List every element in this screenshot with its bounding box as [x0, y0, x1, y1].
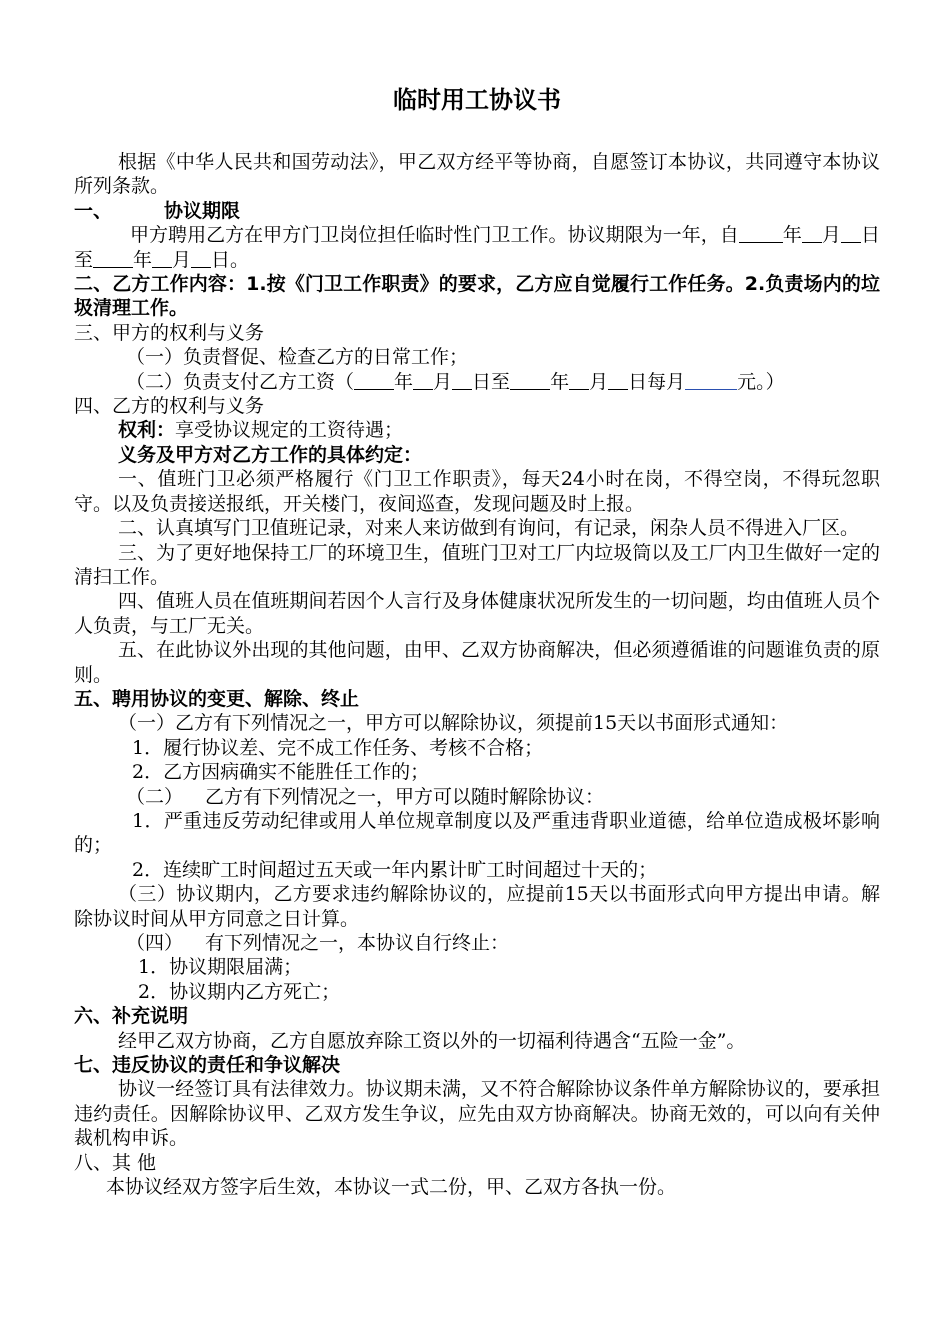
duty-1: 一、值班门卫必须严格履行《门卫工作职责》，每天24小时在岗，不得空岗，不得玩忽职守。以及负责接送报纸，开关楼门，夜间巡查，发现问题及时上报。	[74, 468, 880, 515]
blank-wage-start-day[interactable]	[452, 371, 472, 390]
intro-paragraph: 根据《中华人民共和国劳动法》，甲乙双方经平等协商，自愿签订本协议，共同遵守本协议所列条款。	[74, 151, 880, 198]
blank-end-month[interactable]	[152, 249, 172, 268]
blank-wage-end-day[interactable]	[608, 371, 628, 390]
blank-end-day[interactable]	[191, 249, 211, 268]
document-body	[74, 150, 880, 1199]
section-5-clause-a-item-1: 1．履行协议差、完不成工作任务、考核不合格；	[132, 736, 544, 759]
blank-wage-start-month[interactable]	[413, 371, 433, 390]
section-5-clause-d: （四） 有下列情况之一，本协议自行终止：	[126, 932, 510, 954]
section-1-heading: 一、 协议期限	[74, 199, 241, 222]
duty-5: 五、在此协议外出现的其他问题，由甲、乙双方协商解决，但必须遵循谁的问题谁负责的原则。	[74, 639, 880, 686]
section-5-clause-b-item-1: 1．严重违反劳动纪律或用人单位规章制度以及严重违背职业道德，给单位造成极坏影响的；	[74, 809, 880, 857]
section-4-duties-heading: 义务及甲方对乙方工作的具体约定：	[118, 443, 423, 466]
section-7-paragraph: 协议一经签订具有法律效力。协议期未满，又不符合解除协议条件单方解除协议的，要承担违约责任。因解除协议甲、乙双方发生争议，应先由双方协商解决。协商无效的，可以向有关仲裁机构申诉。	[74, 1078, 880, 1150]
blank-start-year[interactable]	[739, 224, 783, 243]
duty-2: 二、认真填写门卫值班记录，对来人来访做到有询问，有记录，闲杂人员不得进入厂区。	[118, 517, 860, 540]
section-4-heading: 四、乙方的权利与义务	[74, 395, 265, 418]
blank-wage-end-month[interactable]	[569, 371, 589, 390]
section-2-paragraph: 二、乙方工作内容：1.按《门卫工作职责》的要求，乙方应自觉履行工作任务。2.负责场内的垃圾清理工作。	[74, 273, 880, 320]
section-6-heading: 六、补充说明	[74, 1005, 189, 1028]
blank-monthly-wage[interactable]	[685, 371, 737, 390]
blank-start-day[interactable]	[841, 224, 861, 243]
section-5-clause-d-item-1: 1．协议期限届满；	[138, 956, 303, 979]
document-title: 临时用工协议书	[393, 86, 561, 114]
section-6-paragraph: 经甲乙双方协商，乙方自愿放弃除工资以外的一切福利待遇含“五险一金”。	[118, 1029, 746, 1052]
section-8-heading: 八、其 他	[74, 1151, 157, 1174]
section-5-clause-a: （一）乙方有下列情况之一，甲方可以解除协议，须提前15天以书面形式通知：	[118, 712, 789, 735]
section-5-heading: 五、聘用协议的变更、解除、终止	[74, 687, 360, 710]
section-7-heading: 七、违反协议的责任和争议解决	[74, 1054, 341, 1077]
section-5-clause-b: （二） 乙方有下列情况之一，甲方可以随时解除协议：	[126, 785, 605, 808]
blank-wage-end-year[interactable]	[510, 371, 550, 390]
duty-4: 四、值班人员在值班期间若因个人言行及身体健康状况所发生的一切问题，均由值班人员个人负责，与工厂无关。	[74, 590, 880, 637]
section-8-paragraph: 本协议经双方签字后生效，本协议一式二份，甲、乙双方各执一份。	[106, 1176, 677, 1199]
section-3-item-1: （一）负责督促、检查乙方的日常工作；	[126, 346, 469, 369]
blank-start-month[interactable]	[802, 224, 822, 243]
section-3-item-2: （二）负责支付乙方工资（ 年 月 日至 年 月 日每月 元。）	[126, 370, 785, 393]
duty-3: 三、为了更好地保持工厂的环境卫生，值班门卫对工厂内垃圾筒以及工厂内卫生做好一定的清扫工作。	[74, 541, 880, 588]
blank-wage-start-year[interactable]	[354, 371, 394, 390]
blank-end-year[interactable]	[93, 249, 133, 268]
section-1-paragraph: 甲方聘用乙方在甲方门卫岗位担任临时性门卫工作。协议期限为一年，自 年 月 日至 年 月 日。	[74, 224, 880, 271]
section-5-clause-c: （三）协议期内，乙方要求违约解除协议的，应提前15天以书面形式向甲方提出申请。解除协议时间从甲方同意之日计算。	[74, 883, 880, 930]
section-3-heading: 三、甲方的权利与义务	[74, 321, 265, 344]
section-5-clause-a-item-2: 2．乙方因病确实不能胜任工作的；	[132, 761, 430, 784]
section-5-clause-d-item-2: 2．协议期内乙方死亡；	[138, 980, 341, 1003]
section-4-rights: 权利：享受协议规定的工资待遇；	[118, 419, 404, 442]
section-5-clause-b-item-2: 2．连续旷工时间超过五天或一年内累计旷工时间超过十天的；	[132, 858, 658, 881]
